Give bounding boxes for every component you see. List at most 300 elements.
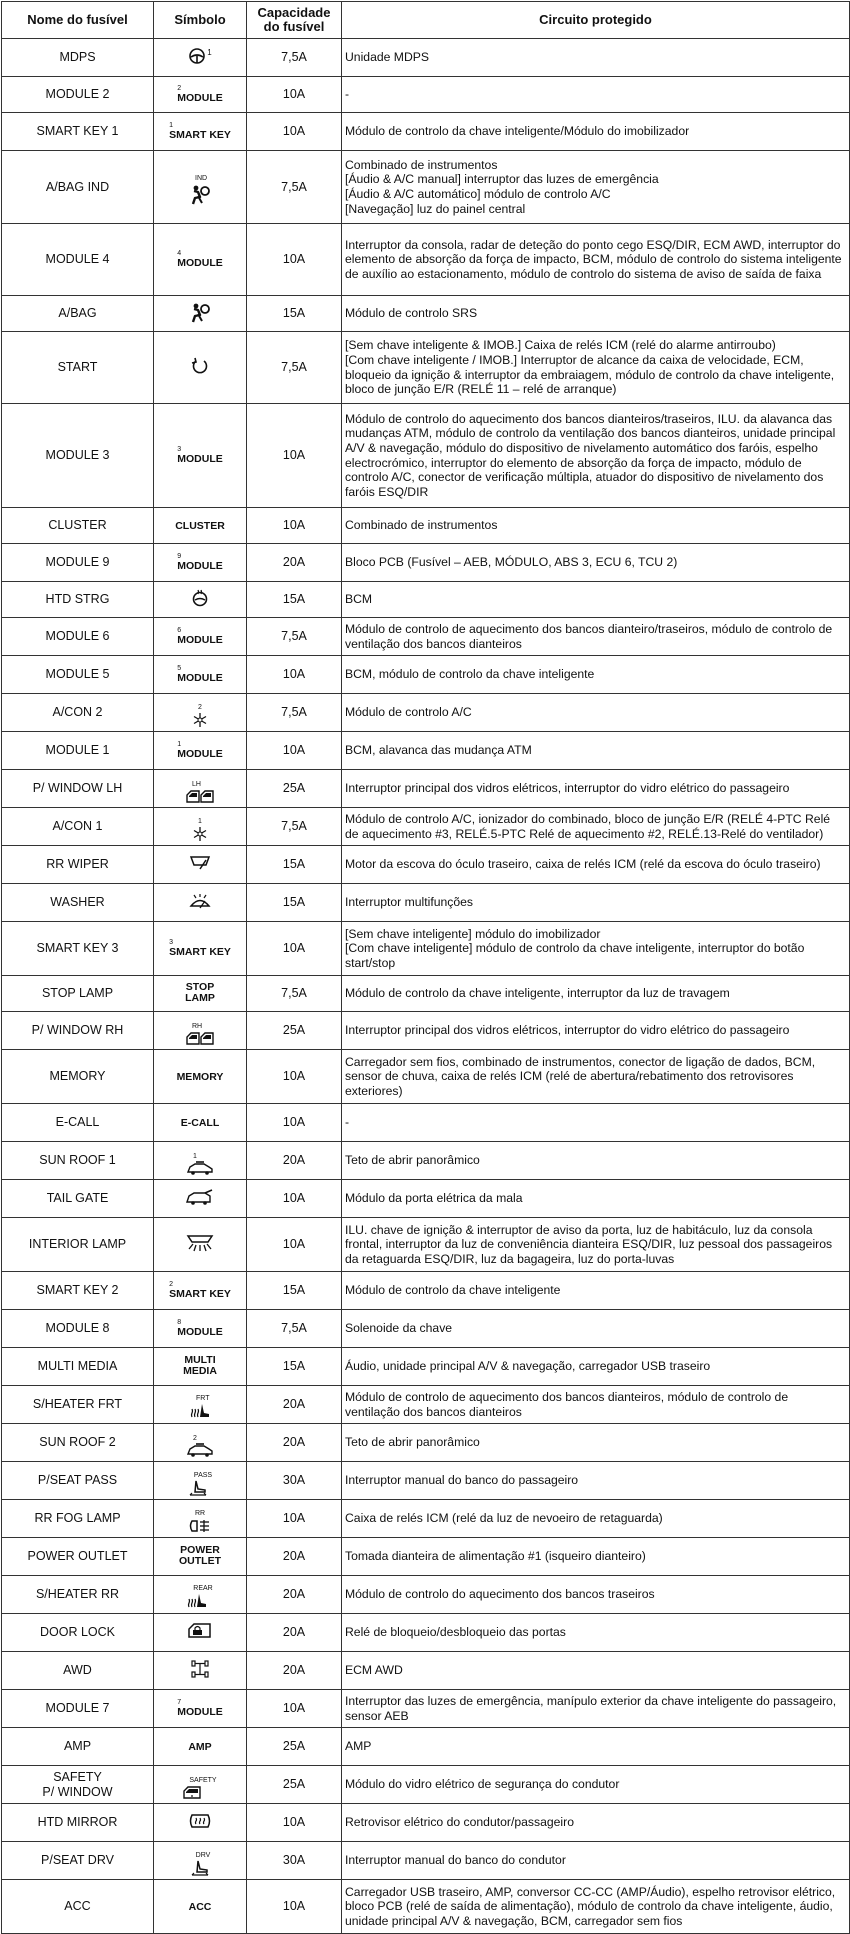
fuse-capacity: 20A [247, 1576, 342, 1614]
fuse-row-s-heater-frt [2, 1386, 850, 1424]
fuse-row-e-call [2, 1104, 850, 1142]
fuse-capacity: 10A [247, 1104, 342, 1142]
symbol-icon-block [185, 1233, 215, 1253]
fuse-symbol [154, 1348, 247, 1386]
fuse-row-tail-gate [2, 1180, 850, 1218]
fuse-row-p-window-rh [2, 1012, 850, 1050]
fuse-capacity: 10A [247, 732, 342, 770]
symbol-icon-block [183, 1777, 216, 1799]
fuse-capacity: 7,5A [247, 976, 342, 1012]
fuse-symbol [154, 544, 247, 582]
fuse-symbol [154, 1690, 247, 1728]
fuse-symbol [154, 77, 247, 113]
protected-circuit: [Sem chave inteligente & IMOB.] Caixa de relés ICM (relé do alarme antirroubo) [Com chave inteligente / IMOB.] Interruptor de alcance da caixa de velocidade, ECM, bloqueio da ignição & interruptor da embraiagem, módulo de controlo da chave inteligente, bloco de junção E/R (RELÉ 11 – relé de arranque) [342, 332, 850, 404]
fuse-row-amp [2, 1728, 850, 1766]
symbol-small-label: DRV [195, 1851, 211, 1859]
symbol-text: SMART KEY [169, 945, 231, 958]
fuse-symbol [154, 1538, 247, 1576]
symbol-small-label: LH [192, 780, 201, 788]
symbol-icon-block [189, 1813, 211, 1829]
fuse-name: E-CALL [2, 1104, 154, 1142]
symbol-number: 6 [177, 626, 182, 634]
airbag-icon [189, 183, 211, 205]
fuse-capacity: 30A [247, 1462, 342, 1500]
symbol-icon-block [186, 781, 214, 803]
symbol-icon-block [189, 301, 211, 323]
symbol-text: E-CALL [180, 1117, 220, 1130]
fuse-capacity: 7,5A [247, 618, 342, 656]
protected-circuit: Caixa de relés ICM (relé da luz de nevoeiro de retaguarda) [342, 1500, 850, 1538]
protected-circuit: Módulo da porta elétrica da mala [342, 1180, 850, 1218]
fuse-capacity: 25A [247, 1012, 342, 1050]
symbol-number: 1 [193, 1152, 197, 1160]
fog-lamp-icon [189, 1518, 211, 1534]
airbag-icon [189, 301, 211, 323]
symbol-icon-block [189, 855, 211, 871]
fuse-row-sun-roof-1 [2, 1142, 850, 1180]
fuse-name: A/BAG IND [2, 151, 154, 224]
fuse-name: SMART KEY 2 [2, 1272, 154, 1310]
fuse-symbol [154, 1880, 247, 1934]
fuse-capacity: 15A [247, 582, 342, 618]
fuse-symbol [154, 224, 247, 296]
fuse-capacity: 10A [247, 1880, 342, 1934]
door-lock-icon [188, 1623, 212, 1639]
fuse-symbol [154, 618, 247, 656]
fuse-row-module-2 [2, 77, 850, 113]
symbol-text: MODULE [177, 633, 223, 646]
fuse-symbol [154, 656, 247, 694]
symbol-icon-block [191, 1660, 209, 1678]
protected-circuit: Retrovisor elétrico do condutor/passageiro [342, 1804, 850, 1842]
symbol-label-block [177, 446, 223, 465]
fuse-row-a-bag [2, 296, 850, 332]
symbol-icon-block [189, 175, 211, 205]
fuse-row-power-outlet [2, 1538, 850, 1576]
fuse-symbol [154, 808, 247, 846]
fuse-symbol [154, 1012, 247, 1050]
fuse-row-rr-wiper [2, 846, 850, 884]
fuse-name: A/BAG [2, 296, 154, 332]
protected-circuit: Módulo de controlo de aquecimento dos bancos dianteiro/traseiros, módulo de controlo de ventilação dos bancos dianteiros [342, 618, 850, 656]
header-row [2, 2, 850, 39]
symbol-icon-block [188, 1472, 212, 1496]
protected-circuit: Interruptor principal dos vidros elétricos, interruptor do vidro elétrico do passageiro [342, 1012, 850, 1050]
symbol-number: 2 [177, 84, 182, 92]
symbol-icon-block [191, 357, 209, 375]
symbol-small-label: PASS [193, 1471, 213, 1479]
fuse-name: MODULE 7 [2, 1690, 154, 1728]
symbol-icon-block [190, 1395, 210, 1421]
symbol-label-block [177, 627, 223, 646]
fuse-row-p-seat-drv [2, 1842, 850, 1880]
fuse-symbol [154, 296, 247, 332]
symbol-number: 1 [177, 740, 182, 748]
fuse-symbol [154, 732, 247, 770]
fuse-capacity: 7,5A [247, 808, 342, 846]
protected-circuit: Interruptor multifunções [342, 884, 850, 922]
fuse-symbol [154, 1766, 247, 1804]
fuse-row-module-3 [2, 404, 850, 508]
symbol-label-block [177, 1699, 223, 1718]
symbol-number: 4 [177, 249, 182, 257]
symbol-label-block [177, 665, 223, 684]
fuse-row-p-seat-pass [2, 1462, 850, 1500]
fuse-row-stop-lamp [2, 976, 850, 1012]
fuse-row-washer [2, 884, 850, 922]
fuse-name: ACC [2, 1880, 154, 1934]
fuse-symbol [154, 976, 247, 1012]
fuse-name: MODULE 5 [2, 656, 154, 694]
power-window-icon [186, 1031, 214, 1045]
fuse-capacity: 15A [247, 846, 342, 884]
symbol-text: MODULE [177, 91, 223, 104]
fuse-row-smart-key-2 [2, 1272, 850, 1310]
protected-circuit: BCM [342, 582, 850, 618]
symbol-number: 7 [177, 1698, 182, 1706]
protected-circuit: ILU. chave de ignição & interruptor de aviso da porta, luz de habitáculo, luz da consola frontal, interruptor da luz de conveniência dianteira ESQ/DIR, luz pessoal dos passageiros da retaguarda ESQ/DIR, luz da bagageira, luz do porta-luvas [342, 1218, 850, 1272]
symbol-text: MODULE [177, 671, 223, 684]
rear-wiper-icon [189, 855, 211, 871]
fuse-symbol [154, 1652, 247, 1690]
symbol-text: MODULE [177, 452, 223, 465]
fuse-capacity: 20A [247, 1538, 342, 1576]
symbol-number: 5 [177, 664, 182, 672]
fuse-row-a-bag-ind [2, 151, 850, 224]
fuse-symbol [154, 508, 247, 544]
fuse-name: MULTI MEDIA [2, 1348, 154, 1386]
fuse-capacity: 7,5A [247, 694, 342, 732]
fuse-symbol [154, 1272, 247, 1310]
fuse-symbol [154, 1310, 247, 1348]
power-seat-icon [190, 1860, 210, 1876]
fuse-name: P/ WINDOW LH [2, 770, 154, 808]
fuse-name: MODULE 2 [2, 77, 154, 113]
fuse-symbol [154, 694, 247, 732]
fuse-capacity: 10A [247, 1500, 342, 1538]
protected-circuit: Interruptor das luzes de emergência, manípulo exterior da chave inteligente do passageiro, sensor AEB [342, 1690, 850, 1728]
protected-circuit: Interruptor principal dos vidros elétricos, interruptor do vidro elétrico do passageiro [342, 770, 850, 808]
start-icon [191, 357, 209, 375]
fuse-symbol [154, 1842, 247, 1880]
symbol-label-block [177, 741, 223, 760]
fuse-name: START [2, 332, 154, 404]
fuse-row-smart-key-3 [2, 922, 850, 976]
fuse-name: MODULE 9 [2, 544, 154, 582]
fuse-name: SAFETY P/ WINDOW [2, 1766, 154, 1804]
fuse-capacity: 10A [247, 1690, 342, 1728]
symbol-text: SMART KEY [169, 1287, 231, 1300]
symbol-number: 8 [177, 1318, 182, 1326]
fuse-capacity: 20A [247, 1652, 342, 1690]
fuse-row-a-con-1 [2, 808, 850, 846]
protected-circuit: Relé de bloqueio/desbloqueio das portas [342, 1614, 850, 1652]
fuse-name: RR FOG LAMP [2, 1500, 154, 1538]
fuse-capacity: 15A [247, 1348, 342, 1386]
fuse-name: CLUSTER [2, 508, 154, 544]
fuse-name: DOOR LOCK [2, 1614, 154, 1652]
fuse-symbol [154, 1614, 247, 1652]
fuse-row-multi-media [2, 1348, 850, 1386]
symbol-label-block [177, 1319, 223, 1338]
fuse-capacity: 20A [247, 1142, 342, 1180]
fuse-capacity: 10A [247, 922, 342, 976]
protected-circuit: - [342, 77, 850, 113]
symbol-number: 3 [177, 445, 182, 453]
symbol-label-block [179, 1545, 221, 1567]
protected-circuit: Solenoide da chave [342, 1310, 850, 1348]
protected-circuit: Combinado de instrumentos [342, 508, 850, 544]
symbol-label-block [189, 1902, 212, 1913]
protected-circuit: Bloco PCB (Fusível – AEB, MÓDULO, ABS 3, ECU 6, TCU 2) [342, 544, 850, 582]
fuse-name: MDPS [2, 39, 154, 77]
snowflake-icon [192, 712, 208, 728]
header-fuse-name: Nome do fusível [2, 2, 154, 39]
symbol-text: MODULE [177, 747, 223, 760]
protected-circuit: Interruptor da consola, radar de deteção do ponto cego ESQ/DIR, ECM AWD, interruptor do elemento de absorção da força de impacto, BCM, módulo de controlo do sistema inteligente de auxílio ao estacionamento, módulo de controlo do sistema de aviso de saída de faixa [342, 224, 850, 296]
symbol-label-block [169, 122, 231, 141]
symbol-icon-block [186, 1189, 214, 1205]
fuse-row-safety-p-window [2, 1766, 850, 1804]
symbol-label-block [177, 250, 223, 269]
fuse-name: A/CON 1 [2, 808, 154, 846]
fuse-row-module-4 [2, 224, 850, 296]
fuse-name: P/ WINDOW RH [2, 1012, 154, 1050]
symbol-icon-block [189, 892, 211, 910]
protected-circuit: AMP [342, 1728, 850, 1766]
protected-circuit: Interruptor manual do banco do passageiro [342, 1462, 850, 1500]
protected-circuit: Carregador USB traseiro, AMP, conversor CC-CC (AMP/Áudio), espelho retrovisor elétrico, bloco PCB (relé de saída de alimentação), módulo de controlo da chave inteligente, áudio, unidade principal A/V & navegação, BCM, carregador sem fios [342, 1880, 850, 1934]
fuse-name: MODULE 8 [2, 1310, 154, 1348]
symbol-label-block [183, 1355, 217, 1377]
heated-mirror-icon [189, 1813, 211, 1829]
symbol-small-label: REAR [193, 1584, 213, 1592]
symbol-icon-block [190, 1852, 211, 1876]
fuse-row-module-5 [2, 656, 850, 694]
fuse-name: MODULE 6 [2, 618, 154, 656]
fuse-capacity: 20A [247, 1614, 342, 1652]
symbol-label-block [169, 1281, 231, 1300]
fuse-symbol [154, 1424, 247, 1462]
fuse-name: P/SEAT PASS [2, 1462, 154, 1500]
safety-window-icon [183, 1785, 201, 1799]
fuse-capacity: 10A [247, 77, 342, 113]
symbol-number: 2 [193, 1434, 197, 1442]
awd-icon [191, 1660, 209, 1678]
washer-icon [189, 892, 211, 910]
symbol-text: CLUSTER [175, 520, 225, 533]
symbol-icon-block [192, 818, 208, 842]
fuse-capacity: 20A [247, 544, 342, 582]
fuse-capacity: 25A [247, 1766, 342, 1804]
symbol-label-block [177, 553, 223, 572]
symbol-text: POWER OUTLET [179, 1544, 221, 1568]
protected-circuit: Módulo de controlo da chave inteligente/Módulo do imobilizador [342, 113, 850, 151]
fuse-name: A/CON 2 [2, 694, 154, 732]
symbol-number: 1 [207, 48, 212, 58]
fuse-row-memory [2, 1050, 850, 1104]
fuse-name: MEMORY [2, 1050, 154, 1104]
protected-circuit: - [342, 1104, 850, 1142]
fuse-symbol [154, 151, 247, 224]
interior-lamp-icon [185, 1233, 215, 1253]
symbol-icon-block [187, 1153, 213, 1175]
fuse-capacity: 10A [247, 224, 342, 296]
fuse-capacity: 7,5A [247, 39, 342, 77]
symbol-text: ACC [188, 1901, 212, 1914]
fuse-capacity: 10A [247, 113, 342, 151]
fuse-symbol [154, 1180, 247, 1218]
fuse-row-mdps [2, 39, 850, 77]
fuse-symbol [154, 846, 247, 884]
fuse-symbol [154, 1804, 247, 1842]
protected-circuit: Módulo de controlo da chave inteligente [342, 1272, 850, 1310]
symbol-number: 2 [198, 703, 202, 711]
fuse-name: HTD MIRROR [2, 1804, 154, 1842]
fuse-capacity: 20A [247, 1424, 342, 1462]
symbol-text: MULTI MEDIA [183, 1354, 217, 1378]
protected-circuit: Módulo de controlo SRS [342, 296, 850, 332]
symbol-text: MODULE [177, 1325, 223, 1338]
protected-circuit: BCM, alavanca das mudança ATM [342, 732, 850, 770]
fuse-row-smart-key-1 [2, 113, 850, 151]
fuse-symbol [154, 922, 247, 976]
symbol-icon-block [186, 1023, 214, 1045]
fuse-row-module-6 [2, 618, 850, 656]
protected-circuit: [Sem chave inteligente] módulo do imobilizador [Com chave inteligente] módulo de controlo da chave inteligente, interruptor do botão start/stop [342, 922, 850, 976]
symbol-icon-block [191, 589, 209, 607]
power-window-icon [186, 789, 214, 803]
symbol-label-block [188, 1742, 211, 1753]
fuse-name: S/HEATER RR [2, 1576, 154, 1614]
protected-circuit: Carregador sem fios, combinado de instrumentos, conector de ligação de dados, BCM, sensor de chuva, caixa de relés ICM (relé de abertura/rebatimento dos retrovisores exteriores) [342, 1050, 850, 1104]
fuse-name: HTD STRG [2, 582, 154, 618]
fuse-name: AWD [2, 1652, 154, 1690]
fuse-name: STOP LAMP [2, 976, 154, 1012]
fuse-capacity: 10A [247, 1180, 342, 1218]
symbol-text: MODULE [177, 1705, 223, 1718]
protected-circuit: Unidade MDPS [342, 39, 850, 77]
protected-circuit: Áudio, unidade principal A/V & navegação, carregador USB traseiro [342, 1348, 850, 1386]
fuse-capacity: 10A [247, 656, 342, 694]
protected-circuit: Módulo de controlo A/C [342, 694, 850, 732]
symbol-small-label: FRT [196, 1394, 210, 1402]
symbol-label-block [175, 521, 225, 532]
fuse-row-module-9 [2, 544, 850, 582]
fuse-row-htd-strg [2, 582, 850, 618]
fuse-name: SUN ROOF 1 [2, 1142, 154, 1180]
protected-circuit: Tomada dianteira de alimentação #1 (isqueiro dianteiro) [342, 1538, 850, 1576]
snowflake-icon [192, 826, 208, 842]
fuse-row-cluster [2, 508, 850, 544]
fuse-symbol [154, 404, 247, 508]
symbol-number: 2 [169, 1280, 173, 1288]
protected-circuit: Módulo do vidro elétrico de segurança do condutor [342, 1766, 850, 1804]
fuse-row-awd [2, 1652, 850, 1690]
symbol-number: 1 [198, 817, 202, 825]
symbol-number: 1 [169, 121, 173, 129]
fuse-name: SUN ROOF 2 [2, 1424, 154, 1462]
header-circuit: Circuito protegido [342, 2, 850, 39]
fuse-capacity: 10A [247, 1218, 342, 1272]
protected-circuit: Módulo de controlo de aquecimento dos bancos dianteiros, módulo de controlo de ventilação dos bancos dianteiros [342, 1386, 850, 1424]
header-symbol: Símbolo [154, 2, 247, 39]
fuse-capacity: 10A [247, 404, 342, 508]
fuse-capacity: 15A [247, 884, 342, 922]
symbol-text: MEMORY [176, 1071, 224, 1084]
protected-circuit: BCM, módulo de controlo da chave inteligente [342, 656, 850, 694]
symbol-icon-block [187, 1585, 212, 1611]
protected-circuit: Módulo de controlo A/C, ionizador do combinado, bloco de junção E/R (RELÉ 4-PTC Relé de aquecimento #3, RELÉ.5-PTC Relé de aquecimento #2, RELÉ.13-Relé do ventilador) [342, 808, 850, 846]
fuse-row-module-8 [2, 1310, 850, 1348]
fuse-capacity: 7,5A [247, 332, 342, 404]
fuse-symbol [154, 332, 247, 404]
fuse-symbol [154, 1218, 247, 1272]
symbol-text: AMP [188, 1741, 212, 1754]
symbol-label-block [169, 939, 231, 958]
fuse-capacity: 15A [247, 1272, 342, 1310]
fuse-symbol [154, 1104, 247, 1142]
symbol-number: 9 [177, 552, 182, 560]
fuse-row-interior-lamp [2, 1218, 850, 1272]
fuse-capacity: 10A [247, 1804, 342, 1842]
fuse-symbol [154, 1142, 247, 1180]
heated-steering-icon [191, 589, 209, 607]
fuse-name: P/SEAT DRV [2, 1842, 154, 1880]
fuse-capacity: 25A [247, 770, 342, 808]
fuse-capacity: 30A [247, 1842, 342, 1880]
header-capacity: Capacidade do fusível [247, 2, 342, 39]
symbol-label-block [177, 1072, 224, 1083]
fuse-capacity: 15A [247, 296, 342, 332]
fuse-symbol [154, 1728, 247, 1766]
protected-circuit: Teto de abrir panorâmico [342, 1142, 850, 1180]
sunroof-icon [187, 1443, 213, 1457]
symbol-icon-block [189, 1510, 211, 1534]
fuse-row-module-7 [2, 1690, 850, 1728]
fuse-row-s-heater-rr [2, 1576, 850, 1614]
fuse-name: WASHER [2, 884, 154, 922]
symbol-text: STOP LAMP [185, 981, 215, 1005]
steering-wheel-icon [188, 47, 206, 65]
fuse-name: RR WIPER [2, 846, 154, 884]
fuse-capacity: 10A [247, 508, 342, 544]
fuse-symbol [154, 1050, 247, 1104]
symbol-label-block [177, 85, 223, 104]
fuse-row-htd-mirror [2, 1804, 850, 1842]
fuse-symbol [154, 582, 247, 618]
fuse-capacity: 7,5A [247, 151, 342, 224]
fuse-table [1, 1, 850, 1934]
symbol-label-block [185, 982, 215, 1004]
fuse-name: S/HEATER FRT [2, 1386, 154, 1424]
fuse-row-start [2, 332, 850, 404]
symbol-small-label: RR [195, 1509, 206, 1517]
fuse-name: AMP [2, 1728, 154, 1766]
fuse-capacity: 7,5A [247, 1310, 342, 1348]
seat-heater-icon [190, 1403, 210, 1421]
tailgate-icon [186, 1189, 214, 1205]
fuse-row-p-window-lh [2, 770, 850, 808]
fuse-symbol [154, 1462, 247, 1500]
fuse-row-a-con-2 [2, 694, 850, 732]
protected-circuit: ECM AWD [342, 1652, 850, 1690]
symbol-number: 3 [169, 938, 173, 946]
symbol-small-label: RH [192, 1022, 203, 1030]
fuse-row-sun-roof-2 [2, 1424, 850, 1462]
fuse-name: MODULE 1 [2, 732, 154, 770]
fuse-table-body [2, 39, 850, 1934]
